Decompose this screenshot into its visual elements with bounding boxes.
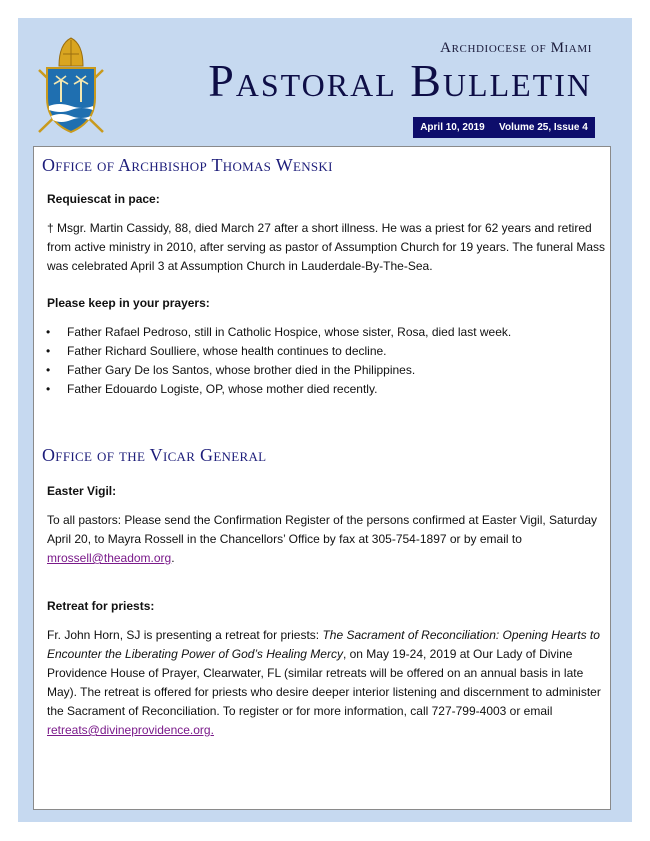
- archdiocese-name: Archdiocese of Miami: [440, 40, 592, 56]
- archdiocese-crest-logo: [35, 36, 107, 136]
- retreat-label: Retreat for priests:: [47, 599, 155, 613]
- obituary-text: Msgr. Martin Cassidy, 88, died March 27 after a short illness. He was a priest for 62 years and retired from active ministry in 2010, after serving as pastor of Assumption Church for 19 years. The funeral Mass was celebrated April 3 at Assumption Church in Lauderdale-By-The-Sea.: [47, 221, 606, 273]
- content-panel: [33, 146, 611, 810]
- requiescat-label: Requiescat in pace:: [47, 192, 160, 206]
- issue-volume: Volume 25, Issue 4: [499, 122, 588, 133]
- issue-bar: [413, 117, 595, 138]
- email-link-retreats[interactable]: retreats@divineprovidence.org.: [47, 723, 214, 737]
- retreat-text: , on May 19-24, 2019 at Our Lady of Divine Providence House of Prayer, Clearwater, FL (similar retreats will be offered on an annual basis in late May). The retreat is offered for priests who desire deeper interior listening and discernment to administer the Sacrament of Reconciliation. To register or for more information, call 727-799-4003 or email: [47, 647, 601, 718]
- prayer-list: [34, 323, 511, 399]
- section-heading-vicar-general: Office of the Vicar General: [42, 445, 267, 465]
- easter-vigil-end: .: [171, 551, 175, 565]
- list-item: • Father Gary De los Santos, whose brother died in the Philippines.: [34, 361, 511, 380]
- email-link-mrossell[interactable]: mrossell@theadom.org: [47, 551, 172, 565]
- easter-vigil-label: Easter Vigil:: [47, 484, 117, 498]
- bulletin-title: Pastoral Bulletin: [208, 55, 592, 106]
- dagger-symbol: †: [47, 221, 54, 235]
- easter-vigil-text: To all pastors: Please send the Confirmation Register of the persons confirmed at Easter Vigil, Saturday April 20, to Mayra Rossell in the Chancellors’ Office by fax at 305-754-1897 or by email to: [47, 513, 598, 546]
- easter-vigil-paragraph: [47, 511, 607, 568]
- prayers-label: Please keep in your prayers:: [47, 296, 210, 310]
- issue-date: April 10, 2019: [420, 122, 485, 133]
- list-item: • Father Richard Soulliere, whose health continues to decline.: [34, 342, 511, 361]
- retreat-title: The Sacrament of Reconciliation: Opening Hearts to Encounter the Liberating Power of God’s Healing Mercy: [47, 628, 600, 661]
- retreat-intro: Fr. John Horn, SJ is presenting a retreat for priests:: [47, 628, 323, 642]
- list-item: • Father Edouardo Logiste, OP, whose mother died recently.: [34, 380, 511, 399]
- list-item: • Father Rafael Pedroso, still in Catholic Hospice, whose sister, Rosa, died last week.: [34, 323, 511, 342]
- obituary-paragraph: [47, 219, 607, 276]
- section-heading-archbishop: Office of Archbishop Thomas Wenski: [42, 155, 333, 175]
- retreat-paragraph: [47, 626, 607, 740]
